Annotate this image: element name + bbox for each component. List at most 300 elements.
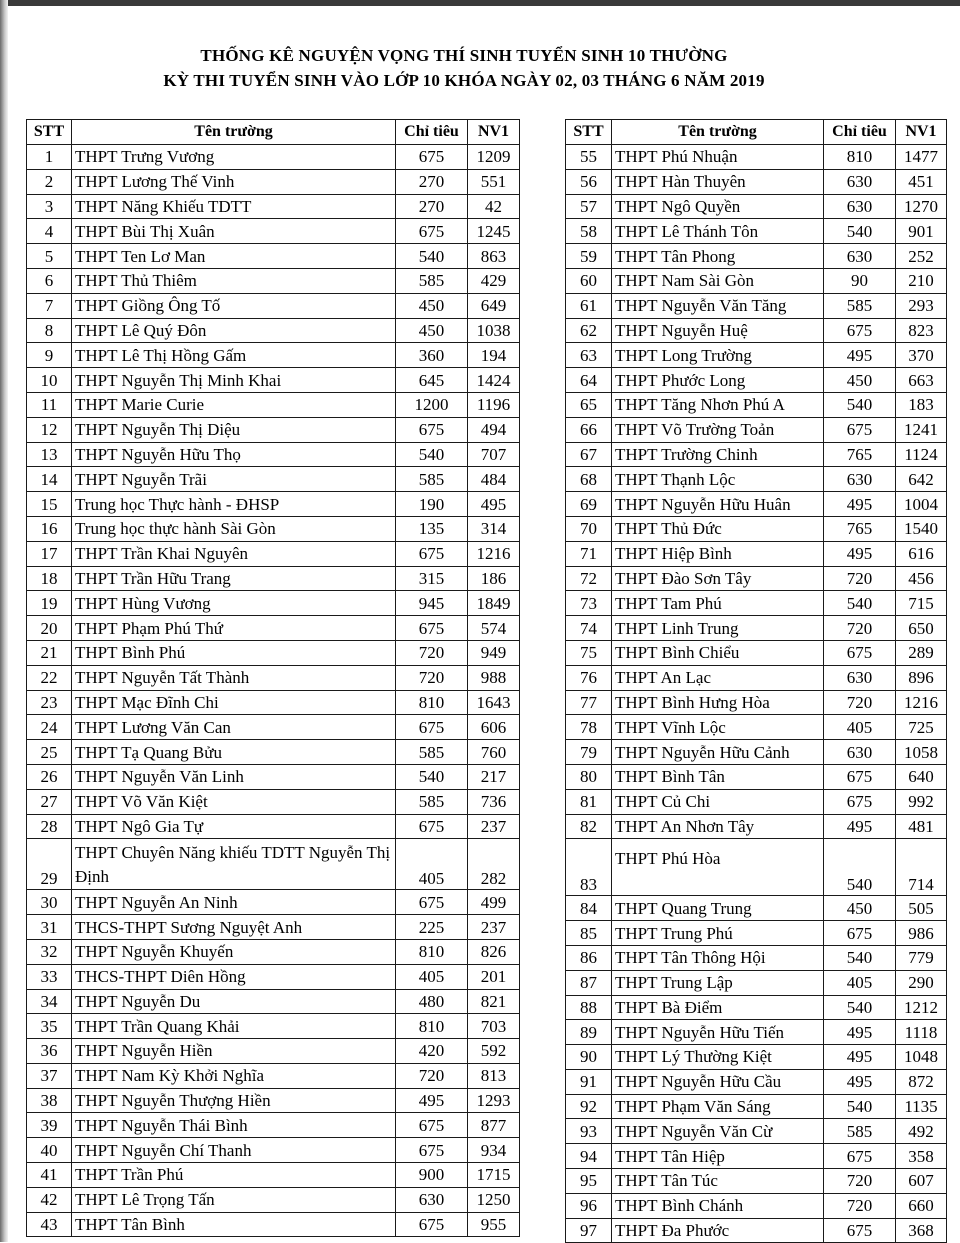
cell-nv1: 1038	[468, 318, 520, 343]
cell-school-name: THPT Trung Phú	[612, 921, 824, 946]
cell-nv1: 210	[896, 268, 947, 293]
cell-quota: 540	[824, 995, 896, 1020]
cell-quota: 360	[396, 343, 468, 368]
cell-stt: 34	[27, 989, 72, 1014]
cell-stt: 78	[566, 715, 612, 740]
table-row	[566, 516, 947, 541]
cell-quota: 585	[824, 1119, 896, 1144]
cell-stt: 24	[27, 715, 72, 740]
cell-quota: 495	[824, 541, 896, 566]
table-row	[27, 194, 520, 219]
cell-nv1: 901	[896, 219, 947, 244]
table-row	[27, 219, 520, 244]
cell-school-name: THPT Đào Sơn Tây	[612, 566, 824, 591]
cell-quota: 720	[824, 690, 896, 715]
cell-stt: 23	[27, 690, 72, 715]
cell-stt: 11	[27, 392, 72, 417]
cell-stt: 82	[566, 814, 612, 839]
cell-stt: 41	[27, 1163, 72, 1188]
table-header-row	[27, 120, 520, 145]
table-row	[566, 1193, 947, 1218]
cell-nv1: 660	[896, 1193, 947, 1218]
cell-quota: 495	[824, 343, 896, 368]
cell-nv1: 813	[468, 1063, 520, 1088]
cell-nv1: 703	[468, 1014, 520, 1039]
cell-nv1: 282	[468, 839, 520, 890]
cell-stt: 69	[566, 492, 612, 517]
cell-nv1: 1715	[468, 1163, 520, 1188]
header-school-name: Tên trường	[72, 120, 396, 145]
cell-stt: 12	[27, 417, 72, 442]
cell-school-name: THPT Trưng Vương	[72, 145, 396, 170]
cell-school-name: THPT Bình Chánh	[612, 1193, 824, 1218]
cell-quota: 540	[824, 945, 896, 970]
table-row	[27, 665, 520, 690]
table-row	[566, 343, 947, 368]
cell-quota: 270	[396, 169, 468, 194]
cell-nv1: 358	[896, 1144, 947, 1169]
cell-quota: 675	[396, 417, 468, 442]
cell-quota: 630	[824, 244, 896, 269]
cell-school-name: THPT Nguyễn Văn Cừ	[612, 1119, 824, 1144]
header-school-name: Tên trường	[612, 120, 824, 145]
cell-quota: 495	[396, 1088, 468, 1113]
cell-quota: 540	[824, 591, 896, 616]
cell-nv1: 201	[468, 964, 520, 989]
cell-stt: 22	[27, 665, 72, 690]
table-row	[27, 541, 520, 566]
header-stt: STT	[27, 120, 72, 145]
table-row	[27, 145, 520, 170]
cell-quota: 540	[824, 839, 896, 896]
cell-nv1: 872	[896, 1069, 947, 1094]
cell-stt: 76	[566, 665, 612, 690]
cell-nv1: 1135	[896, 1094, 947, 1119]
table-row	[566, 194, 947, 219]
table-row	[27, 492, 520, 517]
cell-nv1: 826	[468, 939, 520, 964]
cell-stt: 20	[27, 616, 72, 641]
cell-nv1: 1212	[896, 995, 947, 1020]
cell-quota: 585	[396, 467, 468, 492]
table-row	[27, 318, 520, 343]
cell-stt: 93	[566, 1119, 612, 1144]
cell-stt: 73	[566, 591, 612, 616]
cell-quota: 675	[824, 640, 896, 665]
cell-nv1: 1250	[468, 1187, 520, 1212]
table-row	[27, 591, 520, 616]
cell-school-name: THPT Đa Phước	[612, 1218, 824, 1243]
window-top-edge	[0, 0, 960, 6]
cell-nv1: 1118	[896, 1020, 947, 1045]
cell-stt: 36	[27, 1039, 72, 1064]
table-row	[27, 789, 520, 814]
cell-quota: 675	[824, 1218, 896, 1243]
cell-stt: 5	[27, 244, 72, 269]
cell-nv1: 484	[468, 467, 520, 492]
cell-quota: 495	[824, 814, 896, 839]
cell-school-name: THPT Nguyễn Thái Bình	[72, 1113, 396, 1138]
table-row	[27, 939, 520, 964]
cell-quota: 810	[396, 1014, 468, 1039]
table-row	[566, 839, 947, 896]
cell-quota: 540	[824, 392, 896, 417]
cell-quota: 540	[396, 244, 468, 269]
cell-quota: 495	[824, 1069, 896, 1094]
table-row	[566, 764, 947, 789]
cell-stt: 31	[27, 915, 72, 940]
cell-quota: 630	[824, 740, 896, 765]
table-row	[27, 1113, 520, 1138]
cell-quota: 675	[824, 318, 896, 343]
school-table-right-body	[566, 145, 947, 1243]
cell-nv1: 551	[468, 169, 520, 194]
table-row	[566, 640, 947, 665]
cell-stt: 39	[27, 1113, 72, 1138]
cell-nv1: 289	[896, 640, 947, 665]
table-row	[27, 715, 520, 740]
header-quota: Chỉ tiêu	[396, 120, 468, 145]
cell-nv1: 1643	[468, 690, 520, 715]
cell-quota: 675	[396, 1138, 468, 1163]
table-row	[27, 417, 520, 442]
cell-stt: 96	[566, 1193, 612, 1218]
cell-nv1: 863	[468, 244, 520, 269]
cell-school-name: THPT Nguyễn Hiền	[72, 1039, 396, 1064]
cell-nv1: 368	[896, 1218, 947, 1243]
cell-nv1: 707	[468, 442, 520, 467]
cell-school-name: Trung học Thực hành - ĐHSP	[72, 492, 396, 517]
cell-nv1: 451	[896, 169, 947, 194]
cell-nv1: 949	[468, 640, 520, 665]
table-row	[566, 814, 947, 839]
cell-school-name: THPT Vĩnh Lộc	[612, 715, 824, 740]
cell-stt: 7	[27, 293, 72, 318]
cell-school-name: THPT Tân Túc	[612, 1169, 824, 1194]
cell-nv1: 1048	[896, 1045, 947, 1070]
cell-nv1: 217	[468, 764, 520, 789]
cell-school-name: THPT Nguyễn Thị Diệu	[72, 417, 396, 442]
cell-nv1: 290	[896, 970, 947, 995]
cell-school-name: THPT Bình Tân	[612, 764, 824, 789]
cell-stt: 42	[27, 1187, 72, 1212]
school-table-left-body	[27, 145, 520, 1237]
cell-quota: 270	[396, 194, 468, 219]
cell-nv1: 934	[468, 1138, 520, 1163]
table-row	[27, 1063, 520, 1088]
cell-quota: 675	[824, 417, 896, 442]
cell-school-name: THPT Hàn Thuyên	[612, 169, 824, 194]
page-left-edge-shadow	[0, 0, 8, 1242]
cell-stt: 94	[566, 1144, 612, 1169]
cell-stt: 43	[27, 1212, 72, 1237]
cell-quota: 630	[824, 194, 896, 219]
cell-nv1: 314	[468, 516, 520, 541]
cell-school-name: THPT Thủ Đức	[612, 516, 824, 541]
cell-nv1: 1849	[468, 591, 520, 616]
cell-school-name: THPT Trần Khai Nguyên	[72, 541, 396, 566]
cell-school-name: THPT Lương Văn Can	[72, 715, 396, 740]
cell-school-name: THPT Võ Trường Toản	[612, 417, 824, 442]
table-row	[27, 814, 520, 839]
cell-stt: 72	[566, 566, 612, 591]
cell-quota: 540	[396, 764, 468, 789]
cell-school-name: THPT Nam Kỳ Khởi Nghĩa	[72, 1063, 396, 1088]
cell-school-name: THPT Nguyễn Hữu Cảnh	[612, 740, 824, 765]
cell-nv1: 237	[468, 814, 520, 839]
cell-stt: 2	[27, 169, 72, 194]
page-title-line-2: KỲ THI TUYỂN SINH VÀO LỚP 10 KHÓA NGÀY 02, 03 THÁNG 6 NĂM 2019	[163, 71, 765, 90]
table-row	[566, 318, 947, 343]
cell-school-name: THPT Nguyễn Hữu Thọ	[72, 442, 396, 467]
cell-school-name: THPT Bùi Thị Xuân	[72, 219, 396, 244]
cell-quota: 540	[824, 219, 896, 244]
cell-school-name: THPT Nguyễn Tất Thành	[72, 665, 396, 690]
table-row	[566, 789, 947, 814]
cell-quota: 495	[824, 1045, 896, 1070]
cell-quota: 675	[396, 890, 468, 915]
cell-stt: 21	[27, 640, 72, 665]
cell-stt: 30	[27, 890, 72, 915]
table-row	[27, 293, 520, 318]
table-row	[27, 169, 520, 194]
cell-stt: 29	[27, 839, 72, 890]
cell-stt: 75	[566, 640, 612, 665]
cell-quota: 540	[396, 442, 468, 467]
cell-nv1: 877	[468, 1113, 520, 1138]
cell-nv1: 370	[896, 343, 947, 368]
cell-quota: 450	[824, 896, 896, 921]
cell-stt: 67	[566, 442, 612, 467]
cell-school-name: THPT Nguyễn Thị Minh Khai	[72, 368, 396, 393]
cell-quota: 450	[396, 293, 468, 318]
header-nv1: NV1	[896, 120, 947, 145]
cell-quota: 225	[396, 915, 468, 940]
cell-school-name: THPT Nguyễn Huệ	[612, 318, 824, 343]
cell-quota: 675	[396, 145, 468, 170]
cell-stt: 81	[566, 789, 612, 814]
table-row	[566, 665, 947, 690]
cell-nv1: 183	[896, 392, 947, 417]
table-row	[27, 890, 520, 915]
cell-nv1: 495	[468, 492, 520, 517]
cell-stt: 40	[27, 1138, 72, 1163]
cell-stt: 61	[566, 293, 612, 318]
cell-nv1: 252	[896, 244, 947, 269]
cell-school-name: THPT Nguyễn An Ninh	[72, 890, 396, 915]
cell-school-name: THPT Bình Hưng Hòa	[612, 690, 824, 715]
cell-school-name: THPT Tân Thông Hội	[612, 945, 824, 970]
table-row	[566, 1119, 947, 1144]
header-quota: Chỉ tiêu	[824, 120, 896, 145]
cell-nv1: 574	[468, 616, 520, 641]
cell-nv1: 1209	[468, 145, 520, 170]
table-row	[566, 268, 947, 293]
cell-nv1: 505	[896, 896, 947, 921]
cell-nv1: 42	[468, 194, 520, 219]
cell-stt: 87	[566, 970, 612, 995]
table-row	[566, 244, 947, 269]
table-row	[566, 1144, 947, 1169]
cell-nv1: 992	[896, 789, 947, 814]
cell-school-name: THPT Trường Chinh	[612, 442, 824, 467]
cell-stt: 56	[566, 169, 612, 194]
table-row	[27, 1138, 520, 1163]
cell-stt: 9	[27, 343, 72, 368]
cell-quota: 190	[396, 492, 468, 517]
cell-school-name: THPT An Nhơn Tây	[612, 814, 824, 839]
cell-quota: 720	[396, 640, 468, 665]
cell-school-name: THPT Tạ Quang Bửu	[72, 740, 396, 765]
cell-quota: 585	[396, 789, 468, 814]
cell-quota: 405	[824, 970, 896, 995]
table-row	[27, 368, 520, 393]
cell-stt: 4	[27, 219, 72, 244]
cell-school-name: THPT An Lạc	[612, 665, 824, 690]
cell-quota: 720	[396, 665, 468, 690]
table-row	[566, 541, 947, 566]
cell-stt: 86	[566, 945, 612, 970]
table-row	[566, 1045, 947, 1070]
cell-quota: 675	[396, 814, 468, 839]
cell-stt: 1	[27, 145, 72, 170]
cell-nv1: 494	[468, 417, 520, 442]
table-row	[566, 995, 947, 1020]
table-row	[566, 566, 947, 591]
cell-quota: 480	[396, 989, 468, 1014]
table-row	[566, 1094, 947, 1119]
cell-school-name: THPT Marie Curie	[72, 392, 396, 417]
cell-stt: 89	[566, 1020, 612, 1045]
cell-quota: 720	[824, 1193, 896, 1218]
table-row	[27, 1212, 520, 1237]
table-header-row	[566, 120, 947, 145]
table-row	[27, 839, 520, 890]
table-row	[566, 970, 947, 995]
cell-stt: 27	[27, 789, 72, 814]
cell-quota: 765	[824, 516, 896, 541]
table-row	[566, 442, 947, 467]
cell-school-name: THPT Phú Hòa	[612, 839, 824, 896]
cell-quota: 810	[396, 690, 468, 715]
cell-school-name: THPT Chuyên Năng khiếu TDTT Nguyễn Thị Định	[72, 839, 396, 890]
cell-nv1: 640	[896, 764, 947, 789]
table-row	[566, 293, 947, 318]
cell-stt: 58	[566, 219, 612, 244]
cell-school-name: THPT Lê Quý Đôn	[72, 318, 396, 343]
table-row	[27, 1039, 520, 1064]
cell-nv1: 429	[468, 268, 520, 293]
cell-nv1: 1004	[896, 492, 947, 517]
cell-quota: 675	[396, 541, 468, 566]
cell-nv1: 650	[896, 616, 947, 641]
cell-school-name: THPT Lê Thị Hồng Gấm	[72, 343, 396, 368]
cell-quota: 135	[396, 516, 468, 541]
cell-school-name: THPT Tân Bình	[72, 1212, 396, 1237]
cell-school-name: THPT Nguyễn Văn Tăng	[612, 293, 824, 318]
table-row	[27, 764, 520, 789]
cell-stt: 38	[27, 1088, 72, 1113]
cell-stt: 74	[566, 616, 612, 641]
table-row	[566, 417, 947, 442]
cell-stt: 37	[27, 1063, 72, 1088]
cell-quota: 645	[396, 368, 468, 393]
cell-nv1: 607	[896, 1169, 947, 1194]
cell-school-name: THPT Quang Trung	[612, 896, 824, 921]
table-row	[27, 690, 520, 715]
cell-nv1: 736	[468, 789, 520, 814]
table-row	[27, 516, 520, 541]
cell-school-name: THPT Nguyễn Thượng Hiền	[72, 1088, 396, 1113]
table-row	[27, 1014, 520, 1039]
cell-stt: 90	[566, 1045, 612, 1070]
cell-quota: 540	[824, 1094, 896, 1119]
cell-quota: 720	[824, 1169, 896, 1194]
cell-school-name: THPT Ten Lơ Man	[72, 244, 396, 269]
cell-school-name: THCS-THPT Sương Nguyệt Anh	[72, 915, 396, 940]
cell-school-name: THPT Lê Trọng Tấn	[72, 1187, 396, 1212]
cell-school-name: THPT Tân Hiệp	[612, 1144, 824, 1169]
cell-stt: 91	[566, 1069, 612, 1094]
table-row	[27, 244, 520, 269]
table-row	[27, 467, 520, 492]
cell-nv1: 714	[896, 839, 947, 896]
cell-nv1: 1124	[896, 442, 947, 467]
cell-school-name: THPT Linh Trung	[612, 616, 824, 641]
table-row	[27, 1187, 520, 1212]
cell-quota: 585	[396, 268, 468, 293]
cell-quota: 720	[824, 616, 896, 641]
cell-nv1: 649	[468, 293, 520, 318]
cell-quota: 450	[396, 318, 468, 343]
cell-school-name: THPT Bình Phú	[72, 640, 396, 665]
cell-nv1: 1216	[896, 690, 947, 715]
cell-stt: 66	[566, 417, 612, 442]
cell-school-name: THPT Bình Chiểu	[612, 640, 824, 665]
cell-school-name: THPT Nguyễn Văn Linh	[72, 764, 396, 789]
cell-stt: 26	[27, 764, 72, 789]
cell-nv1: 237	[468, 915, 520, 940]
cell-nv1: 663	[896, 368, 947, 393]
cell-quota: 630	[824, 169, 896, 194]
cell-nv1: 194	[468, 343, 520, 368]
table-row	[566, 945, 947, 970]
table-row	[27, 740, 520, 765]
cell-quota: 810	[396, 939, 468, 964]
cell-school-name: THPT Nguyễn Chí Thanh	[72, 1138, 396, 1163]
cell-quota: 720	[824, 566, 896, 591]
cell-stt: 80	[566, 764, 612, 789]
cell-school-name: THPT Giồng Ông Tố	[72, 293, 396, 318]
cell-school-name: THPT Tân Phong	[612, 244, 824, 269]
school-table-left	[26, 119, 520, 1237]
cell-stt: 10	[27, 368, 72, 393]
cell-school-name: THPT Nguyễn Hữu Tiến	[612, 1020, 824, 1045]
table-row	[566, 467, 947, 492]
cell-stt: 25	[27, 740, 72, 765]
header-stt: STT	[566, 120, 612, 145]
cell-stt: 32	[27, 939, 72, 964]
cell-stt: 60	[566, 268, 612, 293]
cell-school-name: THPT Long Trường	[612, 343, 824, 368]
cell-school-name: THPT Nguyễn Trãi	[72, 467, 396, 492]
cell-stt: 68	[566, 467, 612, 492]
table-row	[566, 392, 947, 417]
table-row	[566, 715, 947, 740]
table-row	[27, 392, 520, 417]
cell-stt: 88	[566, 995, 612, 1020]
cell-school-name: THPT Phước Long	[612, 368, 824, 393]
